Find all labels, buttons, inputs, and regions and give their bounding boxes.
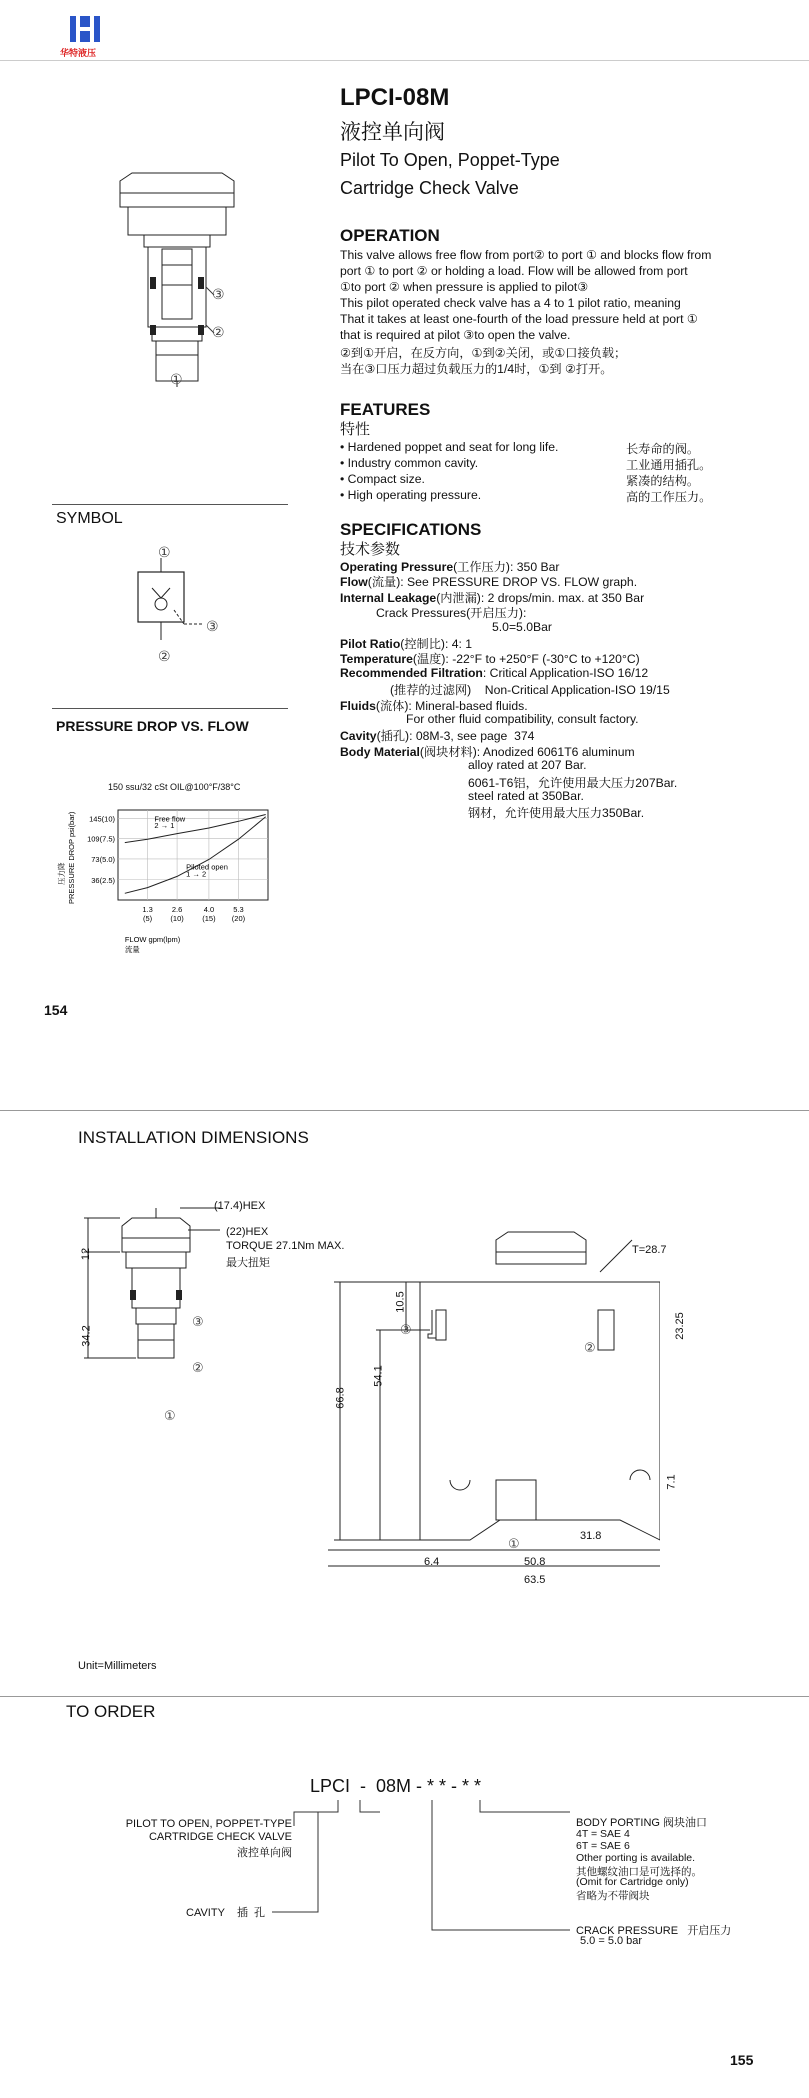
features-heading: FEATURES (340, 400, 431, 419)
spec-value: steel rated at 350Bar. (468, 789, 584, 803)
x-tick-label: 5.3 (233, 905, 244, 914)
x-tick-label: 1.3 (142, 905, 153, 914)
y-axis-label: PRESSURE DROP psi(bar) (67, 811, 76, 904)
operation-heading: OPERATION (340, 226, 440, 245)
spec-value: : 2 drops/min. max. at 350 Bar (480, 590, 645, 605)
body-porting-line: 其他螺纹油口是可选择的。 (576, 1866, 702, 1878)
spec-line (340, 666, 648, 680)
y-tick-label: 145(10) (89, 814, 115, 824)
product-model: LPCI-08M (340, 84, 450, 111)
symbol-port-1-label: ① (158, 544, 171, 560)
order-pilot-line3: 液控单向阀 (237, 1847, 292, 1859)
top-rule (0, 60, 809, 61)
spec-value: : 08M-3, see page 374 (409, 729, 535, 744)
series-line-1 (125, 817, 266, 894)
product-name-en-2: Cartridge Check Valve (340, 178, 519, 198)
body-porting-line: (Omit for Cartridge only) (576, 1876, 689, 1888)
symbol-port-2-label: ② (158, 648, 171, 664)
hex-17-label: (17.4)HEX (214, 1200, 266, 1212)
operation-line: that is required at pilot ③to open the valve. (340, 328, 571, 342)
spec-label: Fluids (340, 698, 376, 713)
spec-value: : 4: 1 (444, 637, 473, 651)
feature-item-cn: 工业通用插孔。 (626, 458, 712, 472)
series-label-piloted-dir: 1 → 2 (186, 869, 207, 879)
product-name-cn: 液控单向阀 (340, 121, 445, 144)
dim-34-2: 34.2 (80, 1325, 93, 1347)
dim-50-8: 50.8 (524, 1556, 546, 1568)
spec-line (406, 712, 639, 726)
spec-label-cn: (插孔) (376, 729, 410, 744)
dim-12: 12 (80, 1247, 93, 1261)
operation-line: ①to port ② when pressure is applied to pilot③ (340, 280, 589, 294)
body-porting-line: 4T = SAE 4 (576, 1828, 630, 1840)
spec-label-cn: (内泄漏) (436, 590, 481, 605)
logo-text: 华特液压 (60, 48, 97, 58)
spec-line (468, 804, 644, 821)
operation-line: ②到①开启，在反方向，①到②关闭，或①口接负载； (340, 346, 627, 360)
specs-heading: SPECIFICATIONS (340, 520, 482, 539)
operation-line: 当在③口压力超过负载压力的1/4时，①到 ②打开。 (340, 362, 613, 376)
order-pilot-line2: CARTRIDGE CHECK VALVE (148, 1831, 292, 1843)
spec-label-cn: (工作压力) (453, 560, 510, 574)
body-porting-line: 6T = SAE 6 (576, 1840, 630, 1852)
graph-heading: PRESSURE DROP VS. FLOW (56, 718, 249, 734)
y-tick-label: 109(7.5) (87, 834, 115, 844)
cartridge-port-3-label: ③ (192, 1314, 204, 1329)
page-number-right: 155 (730, 2052, 754, 2068)
spec-value: : Anodized 6061T6 aluminum (476, 744, 635, 759)
dim-6-4: 6.4 (424, 1556, 440, 1568)
spec-value: alloy rated at 207 Bar. (468, 758, 587, 773)
order-body-lines (576, 1828, 796, 1908)
spec-value: : Critical Application-ISO 16/12 (482, 665, 649, 680)
spec-label: Body Material (340, 744, 420, 759)
spec-label: Cavity (340, 729, 377, 744)
specs-heading-cn: 技术参数 (340, 541, 401, 558)
spec-value: 6061-T6铝，允许使用最大压力207Bar. (468, 775, 678, 790)
spec-label-cn: (控制比) (400, 637, 445, 651)
order-crack-value: 5.0 = 5.0 bar (580, 1935, 643, 1947)
spec-label-cn: (流体) (375, 698, 409, 713)
spec-value: 钢材，允许使用最大压力350Bar. (468, 806, 645, 821)
x-axis-label-cn: 流量 (124, 945, 140, 954)
graph-note: 150 ssu/32 cSt OIL@100°F/38°C (108, 782, 241, 792)
x-tick-label-lpm: (5) (142, 914, 153, 923)
x-tick-label-lpm: (10) (170, 914, 184, 923)
spec-value: Crack Pressures(开启压力): (376, 606, 527, 621)
symbol-heading: SYMBOL (56, 510, 123, 527)
y-axis-label-cn: 压力降 (57, 862, 66, 885)
dim-66-8: 66.8 (334, 1387, 347, 1409)
x-tick-label-lpm: (20) (231, 914, 246, 923)
operation-text (340, 246, 790, 386)
manifold-port-2-label: ② (584, 1340, 596, 1355)
spec-label-cn: (流量) (367, 575, 401, 590)
valve-port-3-label: ③ (212, 286, 225, 302)
spec-value: : See PRESSURE DROP VS. FLOW graph. (400, 575, 638, 590)
dim-31-8: 31.8 (580, 1530, 602, 1542)
cartridge-port-2-label: ② (192, 1360, 204, 1375)
feature-item: • Compact size. (340, 472, 425, 486)
check-valve-symbol (130, 550, 240, 670)
order-heading: TO ORDER (66, 1702, 156, 1721)
features-heading-cn: 特性 (340, 421, 371, 438)
operation-line: That it takes at least one-fourth of the load pressure held at port ① (340, 312, 698, 326)
installation-heading: INSTALLATION DIMENSIONS (78, 1128, 309, 1147)
feature-item: • Industry common cavity. (340, 456, 479, 470)
spec-label: Flow (340, 575, 368, 590)
pressure-drop-chart (54, 794, 294, 994)
valve-section-drawing (110, 165, 260, 395)
dim-10-5: 10.5 (394, 1291, 407, 1313)
feature-item: • Hardened poppet and seat for long life. (340, 440, 559, 454)
body-porting-line: 省略为不带阀块 (576, 1890, 650, 1902)
series-label-piloted: Piloted open (186, 862, 228, 872)
operation-line: port ① to port ② or holding a load. Flow will be allowed from port (340, 264, 688, 278)
order-code: LPCI - 08M - * * - * * (310, 1776, 482, 1796)
valve-port-2-label: ② (212, 324, 225, 340)
spec-label: Internal Leakage (340, 590, 437, 605)
order-body-porting: BODY PORTING 阀块油口 (576, 1817, 708, 1829)
x-axis-label: FLOW gpm(lpm) (124, 935, 181, 944)
dim-7-1: 7.1 (665, 1474, 678, 1490)
spec-label: Operating Pressure (340, 560, 454, 574)
spec-value: For other fluid compatibility, consult factory. (406, 712, 639, 726)
graph-rule (52, 708, 288, 709)
spec-line (468, 789, 584, 803)
spec-label: Pilot Ratio (340, 637, 401, 651)
body-porting-line: Other porting is available. (576, 1852, 696, 1864)
manifold-port-3-label: ③ (400, 1322, 412, 1337)
manifold-dimension-drawing (320, 1210, 660, 1600)
feature-item: • High operating pressure. (340, 488, 482, 502)
logo-mark (52, 14, 122, 44)
section-divider (0, 1110, 809, 1111)
spec-value: : -22°F to +250°F (-30°C to +120°C) (445, 652, 640, 667)
features-list (340, 438, 780, 508)
order-pilot-line1: PILOT TO OPEN, POPPET-TYPE (125, 1818, 292, 1830)
dim-63-5: 63.5 (524, 1574, 546, 1586)
spec-line (468, 758, 587, 772)
torque-label: TORQUE 27.1Nm MAX. (226, 1240, 345, 1252)
product-name-en-1: Pilot To Open, Poppet-Type (340, 150, 560, 170)
feature-item-cn: 高的工作压力。 (626, 490, 712, 504)
order-crack-pressure: CRACK PRESSURE 开启压力 (576, 1925, 732, 1937)
spec-value: (推荐的过滤网) Non-Critical Application-ISO 19/15 (390, 683, 670, 698)
feature-item-cn: 紧凑的结构。 (626, 474, 700, 488)
manifold-port-1-label: ① (508, 1536, 520, 1551)
specs-list (340, 558, 790, 858)
chart-frame (118, 810, 268, 900)
x-tick-label-lpm: (15) (202, 914, 216, 923)
operation-line: This valve allows free flow from port② to port ① and blocks flow from (340, 248, 712, 262)
spec-label-cn: (阀块材料) (419, 744, 477, 759)
x-tick-label: 2.6 (171, 905, 183, 914)
cartridge-port-1-label: ① (164, 1408, 176, 1423)
page-number-left: 154 (44, 1002, 68, 1018)
feature-item-cn: 长寿命的阀。 (626, 442, 700, 456)
dim-thickness: T=28.7 (632, 1244, 667, 1256)
x-tick-label: 4.0 (203, 905, 215, 914)
valve-port-1-label: ① (170, 371, 183, 387)
spec-value: : Mineral-based fluids. (408, 698, 528, 713)
hex-22-label: (22)HEX (226, 1226, 269, 1238)
order-leader-lines (270, 1798, 600, 1938)
y-tick-label: 73(5.0) (91, 854, 115, 864)
spec-value: 5.0=5.0Bar (492, 619, 552, 634)
cartridge-dimension-drawing (70, 1200, 350, 1440)
symbol-port-3-label: ③ (206, 618, 219, 634)
y-tick-label: 36(2.5) (91, 875, 115, 885)
dim-54-1: 54.1 (372, 1365, 385, 1387)
company-logo (52, 14, 122, 62)
dim-23-25: 23.25 (673, 1312, 686, 1340)
spec-value: : 350 Bar (510, 560, 560, 574)
order-cavity: CAVITY 插 孔 (186, 1907, 266, 1919)
series-label-free-flow: Free flow (154, 814, 186, 824)
series-label-free-flow-dir: 2 → 1 (154, 821, 175, 830)
spec-line (492, 620, 552, 634)
symbol-rule (52, 504, 288, 505)
unit-note: Unit=Millimeters (78, 1660, 157, 1672)
order-divider (0, 1696, 809, 1697)
spec-label: Temperature (340, 652, 413, 667)
operation-line: This pilot operated check valve has a 4 to 1 pilot ratio, meaning (340, 296, 681, 310)
spec-label: Recommended Filtration (340, 665, 483, 680)
spec-label-cn: (温度) (412, 652, 446, 667)
torque-label-cn: 最大扭矩 (226, 1257, 270, 1269)
